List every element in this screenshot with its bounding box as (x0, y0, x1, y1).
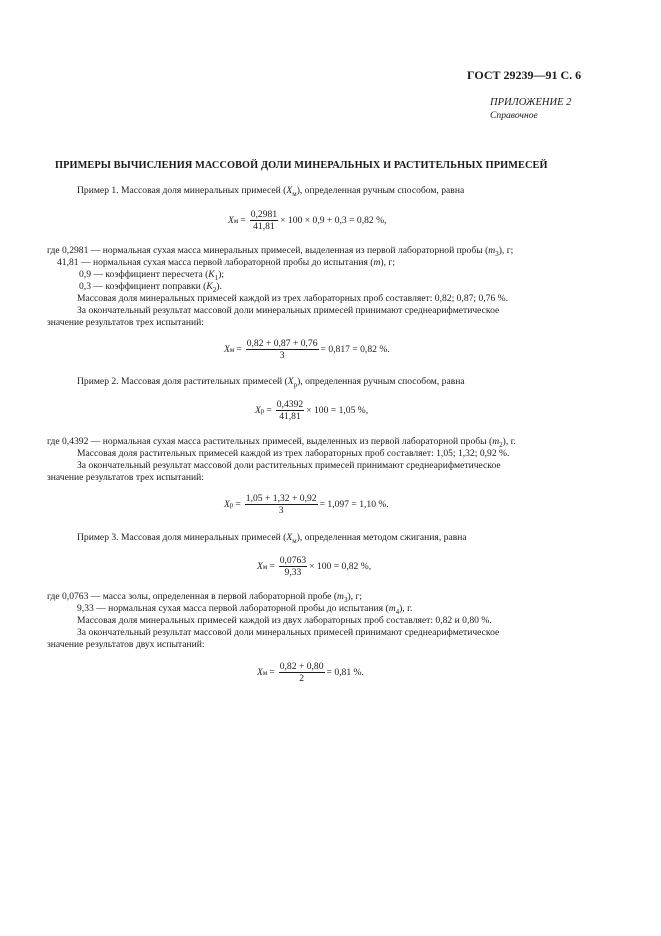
appendix-type: Справочное (490, 110, 538, 121)
denominator: 41,81 (253, 221, 275, 232)
example-3-mean-formula: X м = $\frac{0,82 + 0,80}{2}$ = 0,81 %. (257, 661, 364, 684)
fraction (279, 661, 325, 684)
intro-text: ), определенная методом сжигания, равна (296, 532, 467, 543)
paragraph: значение результатов двух испытаний: (47, 639, 205, 650)
formula-lhs: X (224, 343, 230, 355)
numerator: 0,2981 (250, 209, 278, 220)
formula-lhs: X (228, 214, 234, 226)
var-sub: 2 (212, 285, 217, 294)
fraction (245, 493, 318, 516)
var-m: m (492, 436, 500, 447)
paragraph: За окончательный результат массовой доли минеральных примесей принимают среднеарифметическое (77, 627, 500, 638)
var-sub: 3 (343, 595, 348, 604)
formula-lhs-sub: р (229, 500, 234, 509)
formula-lhs: X (257, 666, 263, 678)
denominator: 41,81 (279, 411, 301, 422)
var-sub: 1 (214, 273, 219, 282)
example-2-mean-formula: X р = $\frac{1,05 + 1,32 + 0,92}{3}$ = 1,097 = 1,10 %. (224, 493, 389, 516)
fraction (246, 338, 319, 361)
denominator: 3 (278, 505, 284, 516)
document-title: ПРИМЕРЫ ВЫЧИСЛЕНИЯ МАССОВОЙ ДОЛИ МИНЕРАЛЬНЫХ И РАСТИТЕЛЬНЫХ ПРИМЕСЕЙ (55, 160, 548, 171)
numerator: 0,0763 (279, 555, 307, 566)
where-text: где 0,0763 — масса золы, определенная в первой лабораторной пробе ( (47, 591, 338, 602)
example-2-intro (77, 376, 465, 391)
symbol: X (286, 185, 293, 196)
formula-lhs-sub: м (229, 345, 235, 354)
paragraph: Массовая доля минеральных примесей каждой из двух лабораторных проб составляет: 0,82 и 0,80 %. (77, 615, 492, 626)
paragraph: значение результатов трех испытаний: (47, 472, 204, 483)
var-k: K (208, 269, 215, 280)
symbol: X (286, 532, 293, 543)
fraction (250, 209, 278, 232)
paragraph: Массовая доля растительных примесей каждой из трех лабораторных проб составляет: 1,05; 1,32; 0,92 %. (77, 448, 510, 459)
example-1-mean-formula: X м = $\frac{0,82 + 0,87 + 0,76}{3}$ = 0,817 = 0,82 %. (224, 338, 390, 361)
where-text: 41,81 — нормальная сухая масса первой лабораторной пробы до испытания ( (57, 257, 374, 268)
intro-text: Пример 1. Массовая доля минеральных примесей ( (77, 185, 287, 196)
paragraph: значение результатов трех испытаний: (47, 317, 204, 328)
formula-lhs-sub: м (262, 562, 268, 571)
where-line (57, 257, 395, 269)
var-m: m (388, 603, 396, 614)
formula-rest: × 100 = 1,05 %, (306, 404, 369, 416)
var-m: m (337, 591, 344, 602)
numerator: 0,82 + 0,80 (279, 661, 324, 672)
where-text: ), г; (347, 591, 363, 602)
symbol-sub: м (292, 189, 297, 198)
example-3-intro (77, 532, 467, 547)
formula-rest: = 1,097 = 1,10 %. (319, 498, 389, 510)
var-sub: 4 (395, 607, 400, 616)
example-1-formula: X м = $\frac{0,2981}{41,81}$ × 100 × 0,9 + 0,3 = 0,82 %, (228, 209, 387, 232)
intro-text: Пример 3. Массовая доля минеральных примесей ( (77, 532, 287, 543)
denominator: 2 (299, 673, 305, 684)
where-text: 9,33 — нормальная сухая масса первой лабораторной пробы до испытания ( (77, 603, 389, 614)
example-1-intro (77, 185, 464, 200)
symbol-sub: р (293, 380, 298, 389)
intro-text: ), определенная ручным способом, равна (297, 376, 465, 387)
paragraph: За окончательный результат массовой доли растительных примесей принимают среднеарифметическое (77, 460, 501, 471)
formula-lhs: X (255, 404, 261, 416)
numerator: 1,05 + 1,32 + 0,92 (245, 493, 317, 504)
denominator: 9,33 (284, 567, 302, 578)
intro-text: Пример 2. Массовая доля растительных примесей ( (77, 376, 288, 387)
var-sub: 2 (499, 440, 503, 449)
where-text: 0,3 — коэффициент поправки ( (79, 281, 207, 292)
intro-text: ), определенная ручным способом, равна (296, 185, 465, 196)
where-text: ), г. (399, 603, 413, 614)
var-m: m (373, 257, 381, 268)
where-text: где 0,4392 — нормальная сухая масса растительных примесей, выделенных из первой лабораторной пробы ( (47, 436, 493, 447)
fraction (279, 555, 307, 578)
example-2-formula: X р = $\frac{0,4392}{41,81}$ × 100 = 1,05 %, (255, 399, 369, 422)
where-text: ), г; (498, 245, 514, 256)
var-m: m (488, 245, 496, 256)
paragraph: За окончательный результат массовой доли минеральных примесей принимают среднеарифметическое (77, 305, 500, 316)
where-text: 0,9 — коэффициент пересчета ( (79, 269, 209, 280)
formula-lhs-sub: м (233, 216, 239, 225)
symbol-sub: м (292, 536, 297, 545)
numerator: 0,4392 (276, 399, 304, 410)
where-text: ), г. (502, 436, 516, 447)
formula-lhs-sub: м (262, 668, 268, 677)
formula-lhs: X (224, 498, 230, 510)
where-text: ). (216, 281, 222, 292)
where-text: где 0,2981 — нормальная сухая масса минеральных примесей, выделенная из первой лабораторной пробы ( (47, 245, 489, 256)
formula-rest: × 100 × 0,9 + 0,3 = 0,82 %, (280, 214, 387, 226)
formula-lhs: X (257, 560, 263, 572)
formula-rest: = 0,817 = 0,82 %. (320, 343, 390, 355)
paragraph: Массовая доля минеральных примесей каждой из трех лабораторных проб составляет: 0,82; 0,87; 0,76 %. (77, 293, 509, 304)
example-3-formula: X м = $\frac{0,0763}{9,33}$ × 100 = 0,82 %, (257, 555, 372, 578)
fraction (276, 399, 304, 422)
appendix-label: ПРИЛОЖЕНИЕ 2 (490, 97, 572, 108)
formula-rest: = 0,81 %. (326, 666, 364, 678)
var-sub: 3 (495, 249, 499, 258)
where-text: ), г; (380, 257, 396, 268)
where-text: ); (218, 269, 225, 280)
var-k: K (206, 281, 213, 292)
page-header: ГОСТ 29239—91 С. 6 (467, 68, 582, 82)
symbol: X (287, 376, 294, 387)
denominator: 3 (279, 350, 285, 361)
formula-lhs-sub: р (260, 406, 265, 415)
numerator: 0,82 + 0,87 + 0,76 (246, 338, 318, 349)
formula-rest: × 100 = 0,82 %, (309, 560, 372, 572)
